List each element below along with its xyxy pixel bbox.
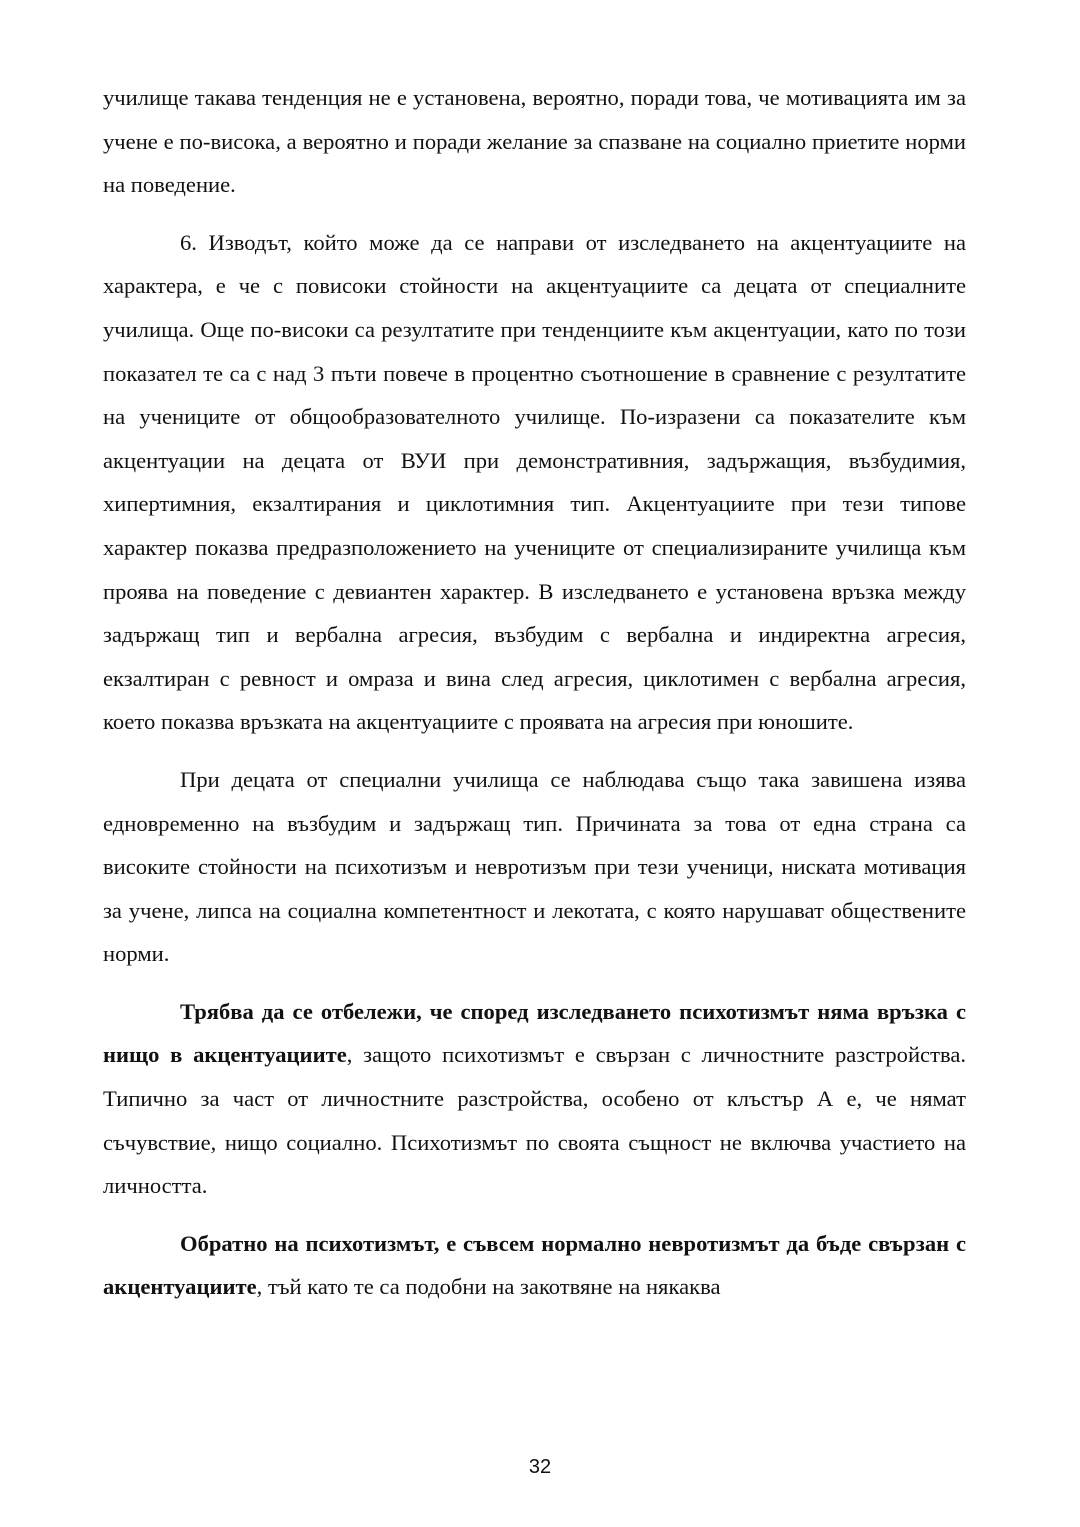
paragraph-5-bold-lead: Обратно на психотизмът, е съвсем нормално невротизмът да бъде свързан с акцентуациите xyxy=(103,1230,966,1300)
paragraph-4-text: , защото психотизмът е свързан с личностните разстройства. Типично за част от личностните разстройства, особено от клъстър А е, че нямат съчувствие, нищо социално. Психотизмът по своята същност не включва участието на личността. xyxy=(103,1042,967,1199)
paragraph-4-bold-lead: Трябва да се отбележи, че според изследването психотизмът няма връзка с нищо в акцентуациите xyxy=(103,998,966,1068)
paragraph-1-text: училище такава тенденция не е установена, вероятно, поради това, че мотивацията им за учене е по-висока, а вероятно и поради желание за спазване на социално приетите норми на поведение. xyxy=(103,85,966,198)
paragraph-3-text: При децата от специални училища се наблюдава също така завишена изява едновременно на възбудим и задържащ тип. Причината за това от една страна са високите стойности на психотизъм и невротизъм при тези ученици, ниската мотивация за учене, липса на социална компетентност и лекотата, с която нарушават обществените норми. xyxy=(103,766,966,967)
paragraph-2-text: 6. Изводът, който може да се направи от изследването на акцентуациите на характера, е че с повисоки стойности на акцентуациите са децата от специалните училища. Още по-високи са резултатите при тенденциите към акцентуации, като по този показател те са с над 3 пъти повече в процентно съотношение в сравнение с резултатите на учениците от общообразователното училище. По-изразени са показателите към акцентуации на децата от ВУИ при демонстративния, задържащия, възбудимия, хипертимния, екзалтирания и циклотимния тип. Акцентуациите при тези типове характер показва предразположението на учениците от специализираните училища към проява на поведение с девиантен характер. В изследването е установена връзка между задържащ тип и вербална агресия, възбудим с вербална и индиректна агресия, екзалтиран с ревност и омраза и вина след агресия, циклотимен с вербална агресия, което показва връзката на акцентуациите с проявата на агресия при юношите. xyxy=(103,229,966,735)
paragraph-2 xyxy=(103,221,966,744)
paragraph-4 xyxy=(103,990,966,1208)
page-number: 32 xyxy=(528,1456,552,1478)
paragraph-5-text: , тъй като те са подобни на закотвяне на някаква xyxy=(256,1274,721,1300)
document-page xyxy=(103,76,966,1309)
paragraph-1 xyxy=(103,76,966,207)
paragraph-5 xyxy=(103,1222,966,1309)
paragraph-3 xyxy=(103,758,966,976)
